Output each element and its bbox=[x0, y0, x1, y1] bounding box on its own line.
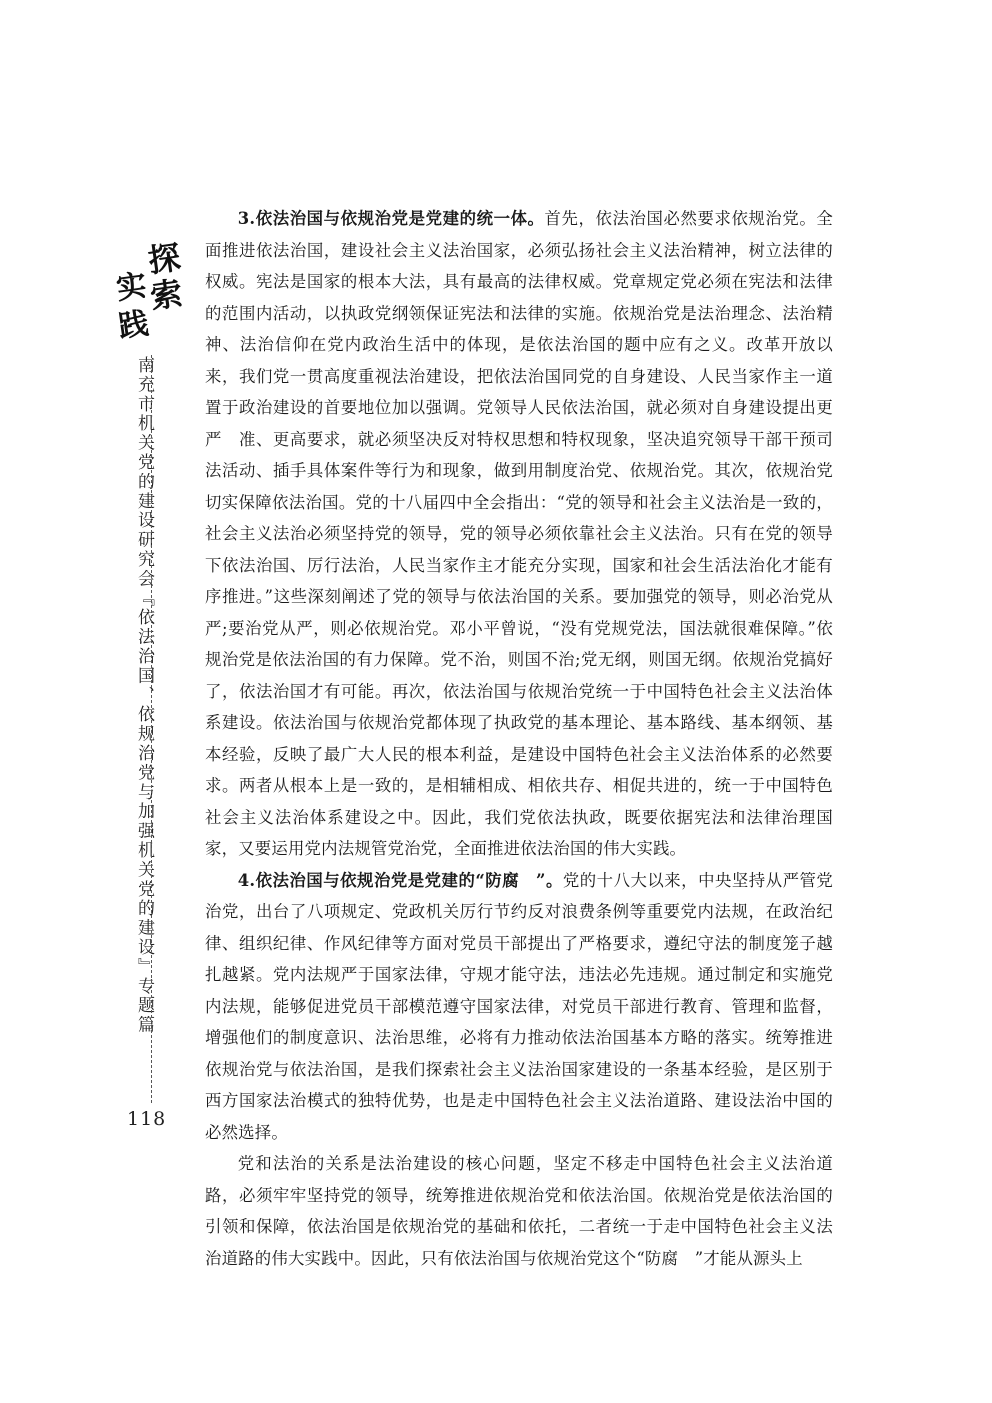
logo-char: 践 bbox=[116, 306, 151, 345]
article-body bbox=[205, 203, 833, 1274]
paragraph-text: 党和法治的关系是法治建设的核心问题，坚定不移走中国特色社会主义法治道路，必须牢牢坚持党的领导，统筹推进依规治党和依法治国。依规治党是依法治国的引领和保障，依法治国是依规治党的基础和依托，二者统一于走中国特色社会主义法治道路的伟大实践中。因此，只有依法治国与依规治党这个“防腐 ”才能从源头上 bbox=[205, 1154, 833, 1268]
column-logo bbox=[110, 228, 192, 348]
paragraph bbox=[205, 1148, 833, 1274]
page-number: 118 bbox=[127, 1108, 167, 1130]
logo-char: 实 bbox=[114, 268, 149, 307]
paragraph-text: 党的十八大以来，中央坚持从严管党治党，出台了八项规定、党政机关厉行节约反对浪费条例等重要党内法规，在政治纪律、组织纪律、作风纪律等方面对党员干部提出了严格要求，遵纪守法的制度笼子越扎越紧。党内法规严于国家法律，守规才能守法，违法必先违规。通过制定和实施党内法规，能够促进党员干部模范遵守国家法律，对党员干部进行教育、管理和监督，增强他们的制度意识、法治思维，必将有力推动依法治国基本方略的落实。统筹推进依规治党与依法治国，是我们探索社会主义法治国家建设的一条基本经验，是区别于西方国家法治模式的独特优势，也是走中国特色社会主义法治道路、建设法治中国的必然选择。 bbox=[205, 870, 833, 1142]
column-title-vertical: 南充市机关党的建设研究会『依法治国、依规治党与加强机关党的建设』专题篇 bbox=[134, 356, 154, 1035]
paragraph bbox=[205, 203, 833, 865]
dashed-divider bbox=[151, 355, 152, 1103]
logo-char: 索 bbox=[147, 273, 185, 317]
paragraph-lead: 4.依法治国与依规治党是党建的“防腐 ”。 bbox=[237, 870, 563, 890]
paragraph-lead: 3.依法治国与依规治党是党建的统一体。 bbox=[237, 209, 545, 228]
paragraph-text: 首先，依法治国必然要求依规治党。全面推进依法治国，建设社会主义法治国家，必须弘扬社会主义法治精神，树立法律的权威。宪法是国家的根本大法，具有最高的法律权威。党章规定党必须在宪法和法律的范围内活动，以执政党纲领保证宪法和法律的实施。依规治党是法治理念、法治精神、法治信仰在党内政治生活中的体现，是依法治国的题中应有之义。改革开放以来，我们党一贯高度重视法治建设，把依法治国同党的自身建设、人民当家作主一道置于政治建设的首要地位加以强调。党领导人民依法治国，就必须对自身建设提出更严 准、更高要求，就必须坚决反对特权思想和特权现象，坚决追究领导干部干预司法活动、插手具体案件等行为和现象，做到用制度治党、依规治党。其次，依规治党切实保障依法治国。党的十八届四中全会指出：“党的领导和社会主义法治是一致的，社会主义法治必须坚持党的领导，党的领导必须依靠社会主义法治。只有在党的领导下依法治国、厉行法治，人民当家作主才能充分实现，国家和社会生活法治化才能有序推进。”这些深刻阐述了党的领导与依法治国的关系。要加强党的领导，则必治党从严;要治党从严，则必依规治党。邓小平曾说，“没有党规党法，国法就很难保障。”依规治党是依法治国的有力保障。党不治，则国不治;党无纲，则国无纲。依规治党搞好了，依法治国才有可能。再次，依法治国与依规治党统一于中国特色社会主义法治体系建设。依法治国与依规治党都体现了执政党的基本理论、基本路线、基本纲领、基本经验，反映了最广大人民的根本利益，是建设中国特色社会主义法治体系的必然要求。两者从根本上是一致的，是相辅相成、相依共存、相促共进的，统一于中国特色社会主义法治体系建设之中。因此，我们党依法执政，既要依据宪法和法律治理国家，又要运用党内法规管党治党，全面推进依法治国的伟大实践。 bbox=[205, 209, 833, 858]
logo-char: 探 bbox=[145, 237, 183, 281]
paragraph bbox=[205, 865, 833, 1149]
